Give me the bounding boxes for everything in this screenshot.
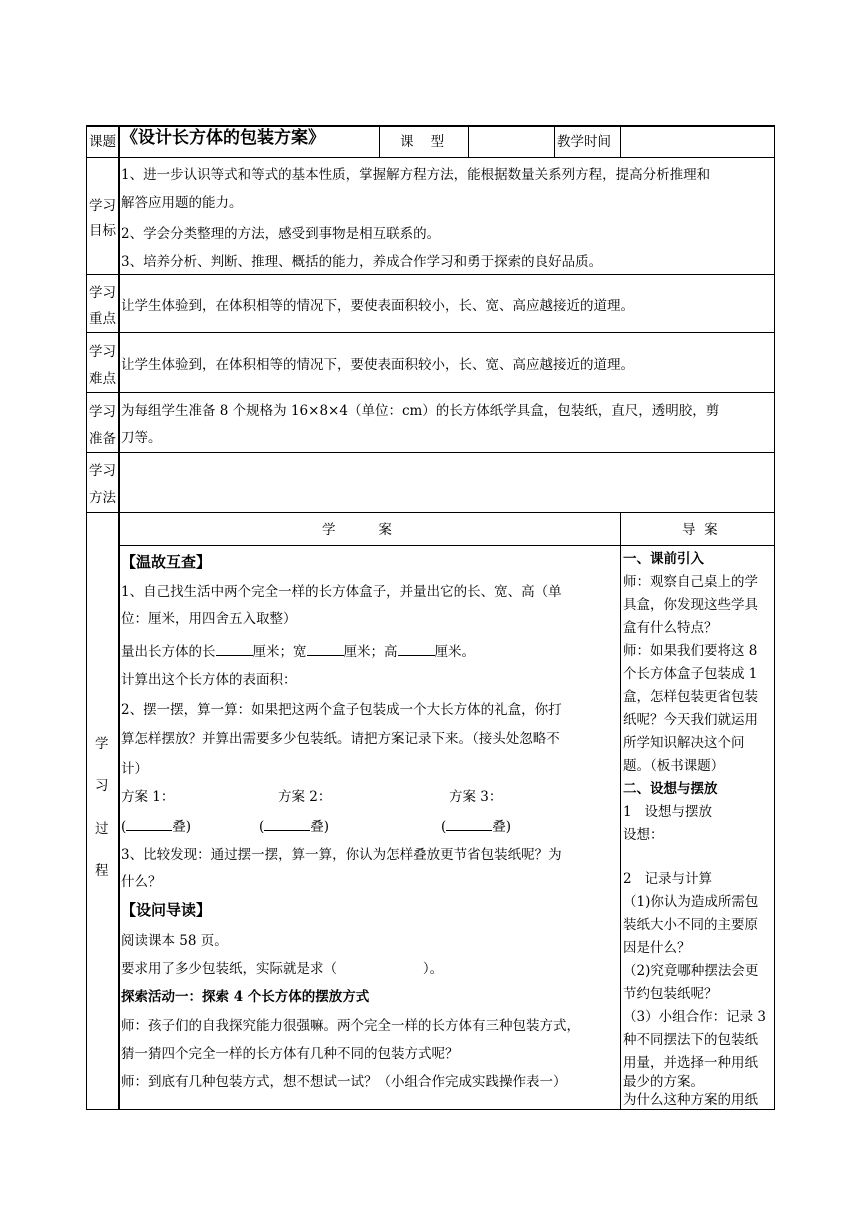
guide-line: 师：观察自己桌上的学 xyxy=(623,574,758,590)
guide-line: （2)究竟哪种摆法会更 xyxy=(623,963,759,979)
guide-line: 节约包装纸呢？ xyxy=(623,986,718,1002)
plan-1-label: 方案 1： xyxy=(121,789,175,805)
section-heading-review: 【温故互查】 xyxy=(121,553,212,571)
objective-line: 1、进一步认识等式和等式的基本性质，掌握解方程方法，能根据数量关系列方程，提高分析推理和 xyxy=(121,167,711,183)
guide-line: 2 记录与计算 xyxy=(623,871,712,887)
guide-line: 为什么这种方案的用纸 xyxy=(623,1092,758,1108)
plan-1-stack xyxy=(121,818,191,835)
header-cell-divider xyxy=(620,125,621,158)
student-line: 师：到底有几种包装方式，想不想试一试？（小组合作完成实践操作表一） xyxy=(121,1074,567,1090)
topic-title: 《设计长方体的包装方案》 xyxy=(121,128,325,148)
student-line: 师：孩子们的自我探究能力很强嘛。两个完全一样的长方体有三种包装方式， xyxy=(121,1018,580,1034)
guide-line: 师：如果我们要将这 8 xyxy=(623,643,758,659)
student-line: 算怎样摆放？并算出需要多少包装纸。请把方案记录下来。（接头处忽略不 xyxy=(121,731,560,747)
guide-line: 盒，怎样包装更省包装 xyxy=(623,689,758,705)
plan-2-stack xyxy=(259,818,329,835)
process-label-char: 学 xyxy=(95,736,109,752)
process-label-char: 程 xyxy=(95,863,109,879)
open-paren: ( xyxy=(259,819,265,835)
preparation-line: 为每组学生准备 8 个规格为 16×8×4（单位：cm）的长方体纸学具盒，包装纸，直尺，透明胶，剪 xyxy=(121,403,720,419)
row-divider xyxy=(86,452,775,453)
lesson-type-label: 课 型 xyxy=(400,134,445,150)
plan-3-stack-blank[interactable] xyxy=(446,818,492,831)
plan-3-label: 方案 3： xyxy=(449,789,503,805)
guide-line: 因是什么？ xyxy=(623,940,691,956)
key-points-text: 让学生体验到，在体积相等的情况下，要使表面积较小，长、宽、高应越接近的道理。 xyxy=(121,298,634,314)
guide-line: 装纸大小不同的主要原 xyxy=(623,917,758,933)
row-divider xyxy=(86,392,775,393)
process-label-char: 习 xyxy=(95,778,109,794)
student-line: 什么？ xyxy=(121,874,162,890)
preparation-label-2: 准备 xyxy=(89,431,116,447)
objective-line: 3、培养分析、判断、推理、概括的能力，养成合作学习和勇于探索的良好品质。 xyxy=(121,254,603,270)
objectives-label-1: 学习 xyxy=(89,198,116,214)
stack-label: 叠) xyxy=(172,819,192,835)
plan-1-stack-blank[interactable] xyxy=(126,818,172,831)
key-points-label-2: 重点 xyxy=(89,311,116,327)
student-plan-header: 学 案 xyxy=(322,522,392,538)
plan-3-stack xyxy=(441,818,511,835)
objectives-label-2: 目标 xyxy=(89,223,116,239)
student-line: 1、自己找生活中两个完全一样的长方体盒子，并量出它的长、宽、高（单 xyxy=(121,584,562,600)
difficulties-text: 让学生体验到，在体积相等的情况下，要使表面积较小，长、宽、高应越接近的道理。 xyxy=(121,357,634,373)
guide-line: 设想： xyxy=(623,827,664,843)
key-points-label-1: 学习 xyxy=(89,285,116,301)
measure-height-label: 厘米；高 xyxy=(343,644,398,660)
activity-heading: 探索活动一：探索 4 个长方体的摆放方式 xyxy=(121,989,370,1005)
student-line: 2、摆一摆，算一算：如果把这两个盒子包装成一个大长方体的礼盒，你打 xyxy=(121,702,562,718)
difficulties-label-2: 难点 xyxy=(89,371,116,387)
guide-line: 用量，并选择一种用纸 xyxy=(623,1055,758,1071)
student-line: 计） xyxy=(121,761,148,777)
student-line: 要求用了多少包装纸，实际就是求（ ）。 xyxy=(121,961,444,977)
plan-2-label: 方案 2： xyxy=(278,789,332,805)
topic-label: 课题 xyxy=(89,134,116,150)
guide-plan-header: 导 案 xyxy=(682,522,718,538)
open-paren: ( xyxy=(441,819,447,835)
method-label-1: 学习 xyxy=(89,463,116,479)
measure-end-label: 厘米。 xyxy=(434,644,475,660)
student-line: 计算出这个长方体的表面积： xyxy=(121,672,297,688)
student-line: 阅读课本 58 页。 xyxy=(121,933,228,949)
guide-heading: 二、设想与摆放 xyxy=(623,781,718,797)
guide-line: （3）小组合作：记录 3 xyxy=(623,1009,766,1025)
guide-line: 纸呢？今天我们就运用 xyxy=(623,712,758,728)
preparation-line: 刀等。 xyxy=(121,430,162,446)
guide-line: 具盒，你发现这些学具 xyxy=(623,597,758,613)
student-line: 位：厘米，用四舍五入取整） xyxy=(121,611,297,627)
row-divider xyxy=(86,157,775,158)
header-cell-divider xyxy=(554,125,555,158)
teaching-time-label: 教学时间 xyxy=(557,134,611,150)
stack-label: 叠) xyxy=(310,819,330,835)
table-border-left xyxy=(86,125,87,1110)
height-blank[interactable] xyxy=(398,643,435,656)
width-blank[interactable] xyxy=(307,643,344,656)
measure-width-label: 厘米；宽 xyxy=(252,644,307,660)
guide-line: 最少的方案。 xyxy=(623,1074,704,1090)
method-label-2: 方法 xyxy=(89,490,116,506)
table-border-bottom xyxy=(86,1109,775,1110)
objective-line: 2、学会分类整理的方法，感受到事物是相互联系的。 xyxy=(121,226,441,242)
measure-length-label: 量出长方体的长 xyxy=(121,644,216,660)
length-blank[interactable] xyxy=(216,643,253,656)
guide-line: 题。（板书课题） xyxy=(623,758,725,774)
stack-label: 叠) xyxy=(492,819,512,835)
difficulties-label-1: 学习 xyxy=(89,344,116,360)
guide-line: 1 设想与摆放 xyxy=(623,804,712,820)
guide-line: 个长方体盒子包装成 1 xyxy=(623,666,758,682)
row-divider xyxy=(86,332,775,333)
row-divider xyxy=(86,512,775,513)
process-column-divider xyxy=(620,512,621,1110)
guide-line: 种不同摆法下的包装纸 xyxy=(623,1032,758,1048)
label-column-divider xyxy=(118,125,120,1110)
student-line: 3、比较发现：通过摆一摆，算一算，你认为怎样叠放更节省包装纸呢？为 xyxy=(121,847,562,863)
guide-line: 所学知识解决这个问 xyxy=(623,735,745,751)
student-line: 猜一猜四个完全一样的长方体有几种不同的包装方式呢？ xyxy=(121,1046,459,1062)
plan-2-stack-blank[interactable] xyxy=(264,818,310,831)
header-divider xyxy=(119,545,775,546)
table-border-right xyxy=(774,125,775,1110)
row-divider xyxy=(86,274,775,275)
measure-line xyxy=(121,643,475,660)
header-cell-divider xyxy=(468,125,469,158)
guide-heading: 一、课前引入 xyxy=(623,551,704,567)
header-cell-divider xyxy=(379,125,380,158)
section-heading-guided-reading: 【设问导读】 xyxy=(121,901,212,919)
open-paren: ( xyxy=(121,819,127,835)
objective-line: 解答应用题的能力。 xyxy=(121,195,243,211)
preparation-label-1: 学习 xyxy=(89,404,116,420)
process-label-char: 过 xyxy=(95,821,109,837)
guide-line: （1)你认为造成所需包 xyxy=(623,894,759,910)
guide-line: 盒有什么特点？ xyxy=(623,620,718,636)
table-border-top xyxy=(86,125,775,127)
